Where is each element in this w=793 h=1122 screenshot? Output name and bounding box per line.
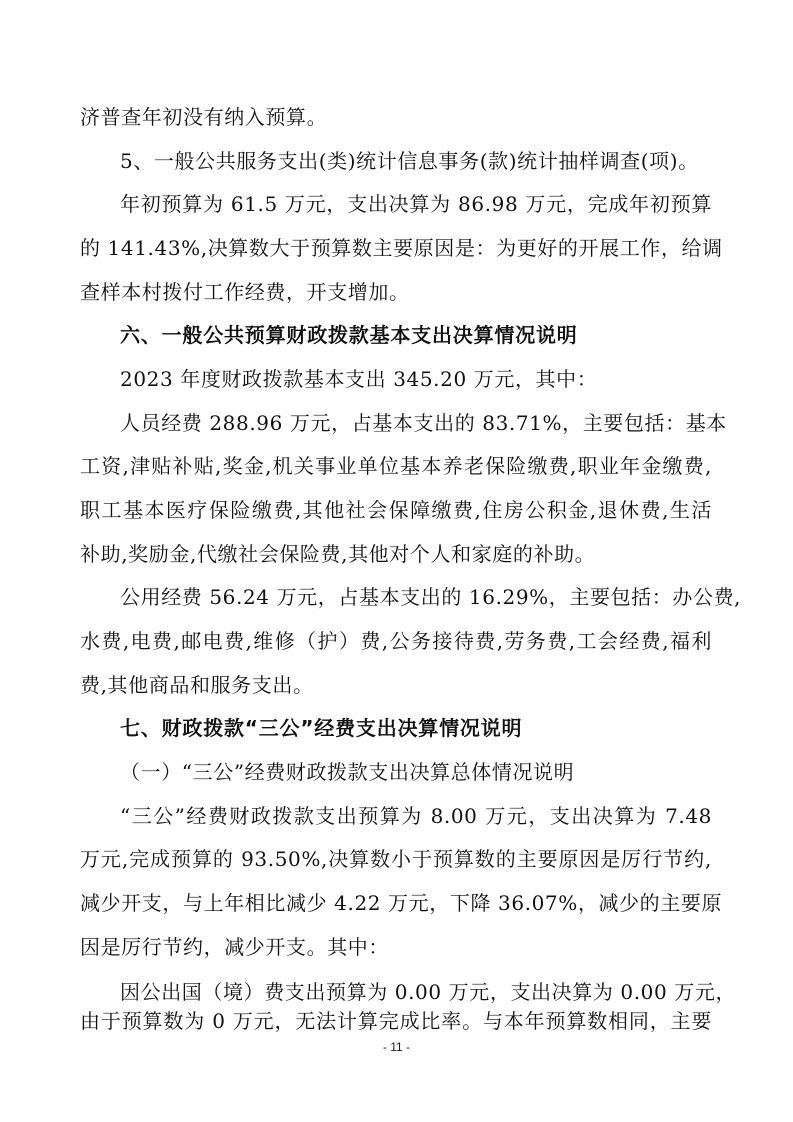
paragraph-line: 因是厉行节约，减少开支。其中： bbox=[80, 935, 389, 959]
paragraph-line: 公用经费 56.24 万元，占基本支出的 16.29%，主要包括：办公费, bbox=[120, 585, 742, 609]
paragraph-line: 工资,津贴补贴,奖金,机关事业单位基本养老保险缴费,职业年金缴费, bbox=[80, 454, 712, 478]
paragraph-line: 年初预算为 61.5 万元，支出决算为 86.98 万元，完成年初预算 bbox=[120, 192, 712, 216]
subsection-heading: （一）“三公”经费财政拨款支出决算总体情况说明 bbox=[120, 760, 575, 784]
section-heading: 六、一般公共预算财政拨款基本支出决算情况说明 bbox=[120, 323, 578, 347]
paragraph-line: 查样本村拨付工作经费，开支增加。 bbox=[80, 280, 410, 304]
paragraph-line: “三公”经费财政拨款支出预算为 8.00 万元，支出决算为 7.48 bbox=[120, 804, 712, 828]
paragraph-line: 万元,完成预算的 93.50%,决算数小于预算数的主要原因是厉行节约, bbox=[80, 847, 712, 871]
paragraph-line: 5、一般公共服务支出(类)统计信息事务(款)统计抽样调查(项)。 bbox=[120, 149, 699, 173]
page-number: - 11 - bbox=[382, 1040, 411, 1054]
paragraph-line: 2023 年度财政拨款基本支出 345.20 万元，其中： bbox=[120, 367, 598, 391]
paragraph-line: 人员经费 288.96 万元，占基本支出的 83.71%，主要包括：基本 bbox=[120, 411, 727, 435]
paragraph-line: 的 141.43%,决算数大于预算数主要原因是：为更好的开展工作，给调 bbox=[80, 236, 723, 260]
paragraph-line: 由于预算数为 0 万元，无法计算完成比率。与本年预算数相同，主要 bbox=[80, 1009, 712, 1033]
paragraph-line: 水费,电费,邮电费,维修（护）费,公务接待费,劳务费,工会经费,福利 bbox=[80, 629, 712, 653]
paragraph-line: 费,其他商品和服务支出。 bbox=[80, 673, 314, 697]
paragraph-line: 减少开支，与上年相比减少 4.22 万元，下降 36.07%，减少的主要原 bbox=[80, 891, 723, 915]
paragraph-line: 济普查年初没有纳入预算。 bbox=[80, 105, 328, 129]
section-heading: 七、财政拨款“三公”经费支出决算情况说明 bbox=[120, 716, 523, 740]
paragraph-line: 补助,奖励金,代缴社会保险费,其他对个人和家庭的补助。 bbox=[80, 542, 596, 566]
paragraph-line: 职工基本医疗保险缴费,其他社会保障缴费,住房公积金,退休费,生活 bbox=[80, 498, 712, 522]
paragraph-line: 因公出国（境）费支出预算为 0.00 万元，支出决算为 0.00 万元， bbox=[120, 980, 737, 1004]
